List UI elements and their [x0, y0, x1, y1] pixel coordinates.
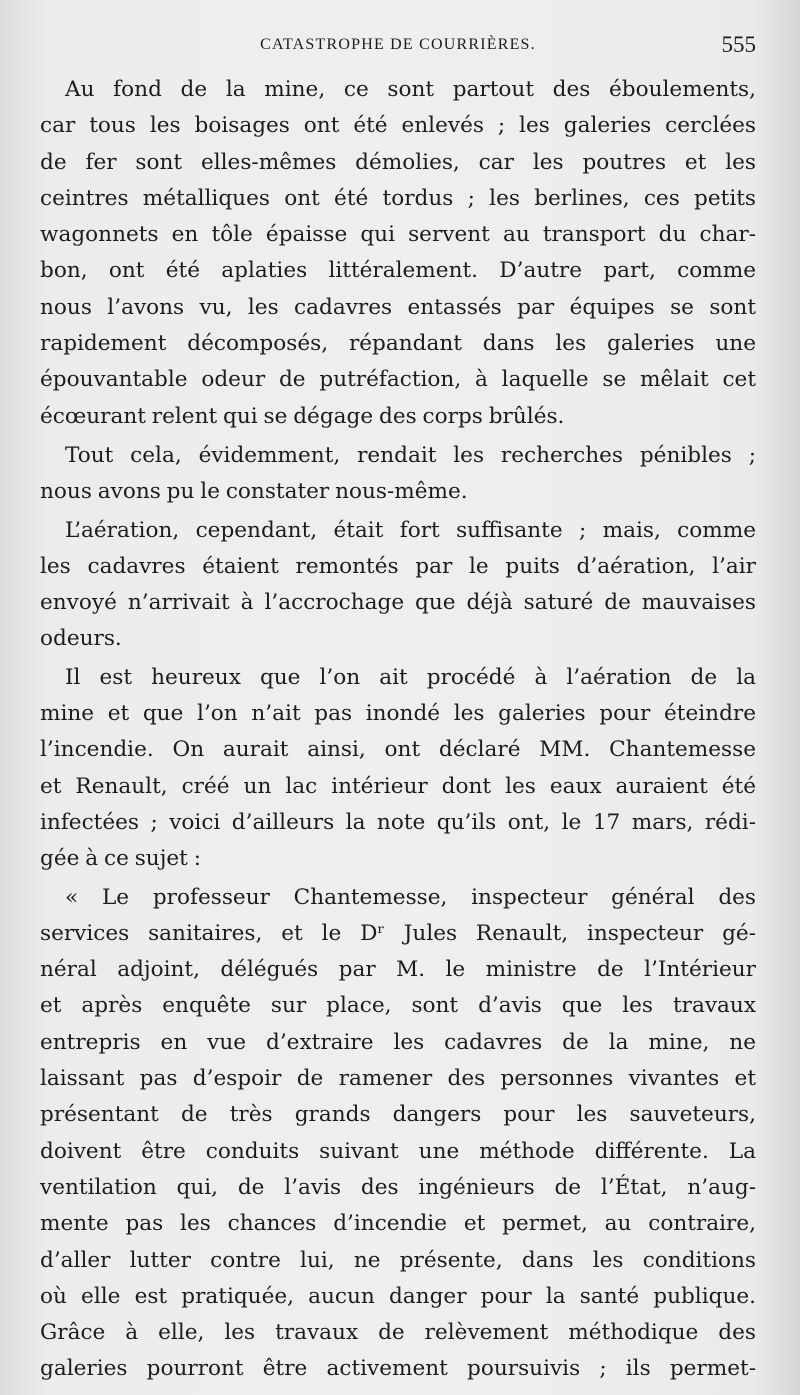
text-line: odeurs.: [40, 626, 122, 652]
text-line: et Renault, créé un lac intérieur dont les eaux auraient été: [40, 773, 756, 799]
text-line: nous l’avons vu, les cadavres entassés par équipes se sont: [40, 294, 756, 320]
text-line: l’incendie. On aurait ainsi, ont déclaré MM. Chantemesse: [40, 737, 756, 763]
text-line: envoyé n’arrivait à l’accrochage que déjà saturé de mauvaises: [40, 590, 756, 616]
paragraph: [40, 72, 756, 435]
running-header: [40, 32, 756, 66]
text-line: L’aération, cependant, était fort suffisante ; mais, comme: [65, 517, 756, 543]
text-line: écœurant relent qui se dégage des corps brûlés.: [40, 403, 565, 429]
text-line: Au fond de la mine, ce sont partout des éboulements,: [65, 77, 756, 102]
page-number: 555: [721, 32, 756, 57]
text-line: gée à ce sujet :: [40, 846, 202, 872]
text-line: ceintres métalliques ont été tordus ; les berlines, ces petits: [40, 185, 756, 211]
text-line: d’aller lutter contre lui, ne présente, dans les conditions: [40, 1247, 756, 1273]
paragraph: [40, 513, 756, 658]
text-line: Il est heureux que l’on ait procédé à l’aération de la: [65, 664, 756, 690]
text-line: Grâce à elle, les travaux de relèvement méthodique des: [40, 1320, 756, 1346]
text-line: doivent être conduits suivant une méthode différente. La: [40, 1138, 756, 1164]
text-line: où elle est pratiquée, aucun danger pour la santé publique.: [40, 1283, 756, 1309]
text-line: infectées ; voici d’ailleurs la note qu’ils ont, le 17 mars, rédi-: [40, 809, 756, 835]
text-line: ventilation qui, de l’avis des ingénieurs de l’État, n’aug-: [40, 1174, 756, 1200]
chapter-title: CATASTROPHE DE COURRIÈRES.: [260, 36, 536, 53]
text-line: de fer sont elles-mêmes démolies, car les poutres et les: [40, 149, 756, 175]
body-text: [40, 72, 756, 1388]
text-line: car tous les boisages ont été enlevés ; les galeries cerclées: [40, 113, 756, 139]
paragraph: [40, 438, 756, 511]
paragraph: [40, 660, 756, 878]
text-line: laissant pas d’espoir de ramener des personnes vivantes et: [40, 1066, 756, 1092]
text-line: services sanitaires, et le Dʳ Jules Renault, inspecteur gé-: [40, 920, 756, 946]
text-line: et après enquête sur place, sont d’avis que les travaux: [40, 993, 756, 1019]
text-line: présentant de très grands dangers pour les sauveteurs,: [40, 1102, 756, 1128]
text-line: néral adjoint, délégués par M. le ministre de l’Intérieur: [40, 957, 756, 983]
text-line: nous avons pu le constater nous-même.: [40, 479, 468, 505]
text-line: les cadavres étaient remontés par le puits d’aération, l’air: [40, 553, 756, 579]
text-line: Tout cela, évidemment, rendait les recherches pénibles ;: [65, 442, 756, 468]
paragraph: [40, 880, 756, 1388]
text-line: épouvantable odeur de putréfaction, à laquelle se mêlait cet: [40, 367, 756, 393]
text-line: « Le professeur Chantemesse, inspecteur général des: [65, 884, 756, 910]
text-line: wagonnets en tôle épaisse qui servent au transport du char-: [40, 222, 756, 248]
text-line: entrepris en vue d’extraire les cadavres de la mine, ne: [40, 1029, 756, 1055]
text-line: mente pas les chances d’incendie et permet, au contraire,: [40, 1211, 756, 1237]
text-line: mine et que l’on n’ait pas inondé les galeries pour éteindre: [40, 701, 756, 727]
text-line: bon, ont été aplaties littéralement. D’autre part, comme: [40, 258, 756, 284]
text-line: rapidement décomposés, répandant dans les galeries une: [40, 331, 756, 357]
text-line: galeries pourront être activement poursuivis ; ils permet-: [40, 1356, 756, 1382]
